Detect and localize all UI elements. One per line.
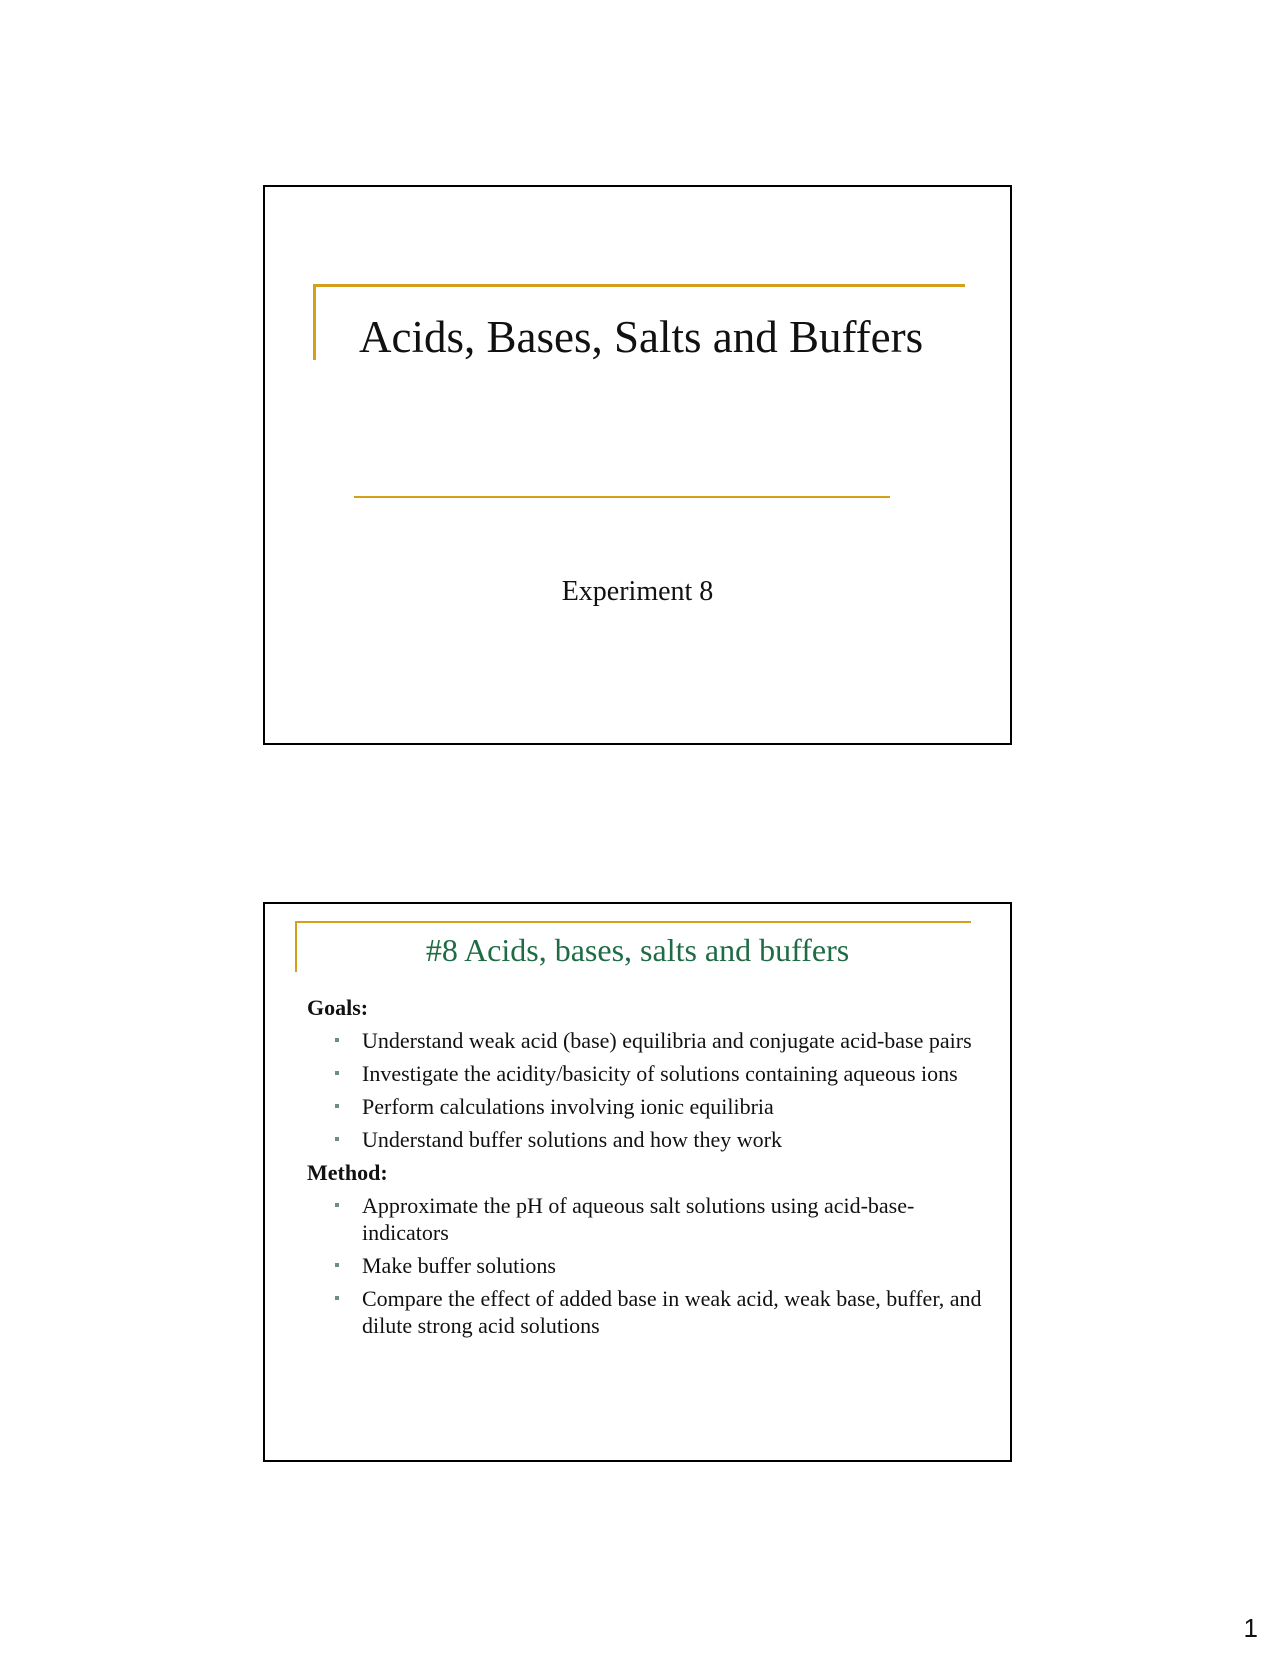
list-item	[307, 1060, 987, 1087]
list-item-text: Make buffer solutions	[362, 1253, 556, 1278]
page-number: 1	[1243, 1613, 1258, 1643]
list-item	[307, 1126, 987, 1153]
list-item	[307, 1027, 987, 1054]
bullet-icon	[335, 1203, 339, 1207]
bullet-icon	[335, 1137, 339, 1141]
list-item-text: Understand weak acid (base) equilibria and conjugate acid-base pairs	[362, 1028, 972, 1053]
slide-1	[263, 185, 1012, 745]
list-item-text: Perform calculations involving ionic equilibria	[362, 1094, 774, 1119]
slide-1-subtitle: Experiment 8	[561, 576, 714, 607]
bullet-icon	[335, 1263, 339, 1267]
list-item-text: Understand buffer solutions and how they work	[362, 1127, 782, 1152]
section-heading-method: Method:	[307, 1160, 388, 1185]
slide-2-body	[307, 994, 987, 1345]
list-item-text: Approximate the pH of aqueous salt solutions using acid-base-indicators	[362, 1193, 915, 1245]
bullet-icon	[335, 1038, 339, 1042]
list-item-text: Investigate the acidity/basicity of solutions containing aqueous ions	[362, 1061, 958, 1086]
title-left-rule	[313, 284, 316, 360]
slide-2	[263, 902, 1012, 1462]
list-item	[307, 1252, 987, 1279]
list-item	[307, 1285, 987, 1339]
list-item	[307, 1093, 987, 1120]
goals-list	[307, 1027, 987, 1153]
bullet-icon	[335, 1071, 339, 1075]
bullet-icon	[335, 1104, 339, 1108]
slide-1-title: Acids, Bases, Salts and Buffers	[359, 312, 924, 362]
title-top-rule	[295, 921, 971, 923]
list-item	[307, 1192, 987, 1246]
slide-2-title: #8 Acids, bases, salts and buffers	[425, 932, 850, 968]
title-top-rule	[313, 284, 965, 287]
bullet-icon	[335, 1296, 339, 1300]
list-item-text: Compare the effect of added base in weak acid, weak base, buffer, and dilute strong acid solutions	[362, 1286, 982, 1338]
section-heading-goals: Goals:	[307, 995, 369, 1020]
title-divider-rule	[354, 496, 890, 498]
method-list	[307, 1192, 987, 1339]
